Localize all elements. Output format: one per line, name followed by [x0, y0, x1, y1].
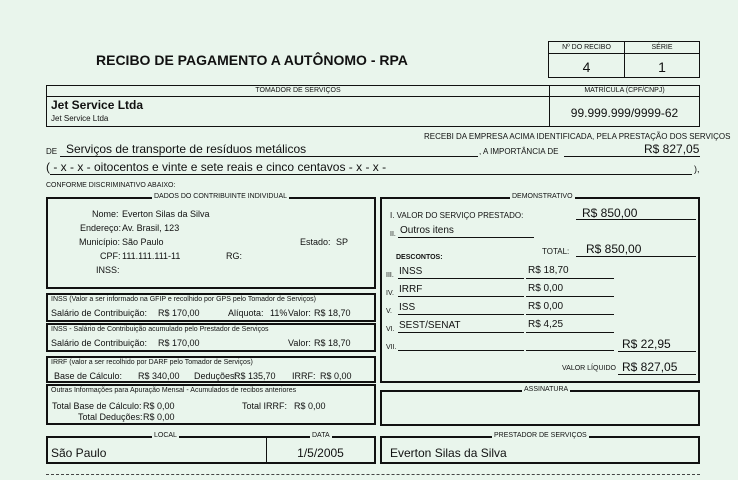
tomador-label: TOMADOR DE SERVIÇOS [255, 87, 341, 94]
receipt-no-value: 4 [582, 59, 591, 75]
irrf-base-label: Base de Cálculo: [54, 371, 123, 381]
total-irrf-value: R$ 0,00 [294, 401, 326, 411]
data-value: 1/5/2005 [297, 446, 344, 460]
irrf-block-title: IRRF (valor a ser recolhido por DARF pelo Tomador de Serviços) [51, 359, 253, 366]
inss-label: INSS: [96, 265, 120, 275]
inss-acc-valor-label: Valor: [288, 338, 311, 348]
closing-mark: ), [694, 164, 700, 174]
received-text: RECEBI DA EMPRESA ACIMA IDENTIFICADA, PELA PRESTAÇÃO DOS SERVIÇOS [424, 132, 731, 141]
total-label: TOTAL: [542, 247, 570, 256]
endereco-value: Av. Brasil, 123 [122, 223, 180, 233]
data-label: DATA [312, 432, 330, 439]
inss-sal-value: R$ 170,00 [158, 308, 200, 318]
contributor-legend: DADOS DO CONTRIBUINTE INDIVIDUAL [154, 193, 288, 200]
inss-block-title: INSS (Valor a ser informado na GFIP e recolhido por GPS pelo Tomador de Serviços) [51, 296, 316, 303]
total-ded-value: R$ 0,00 [143, 412, 175, 422]
discount-value: R$ 18,70 [528, 265, 569, 276]
inss-aliq-label: Alíquota: [228, 308, 264, 318]
series-label: SÉRIE [651, 44, 673, 51]
series-value: 1 [658, 59, 666, 75]
estado-value: SP [336, 237, 349, 247]
inss-acc-sal-label: Salário de Contribuição: [51, 338, 148, 348]
total-base-value: R$ 0,00 [143, 401, 175, 411]
discount-num: V. [386, 308, 392, 315]
tomador-subname: Jet Service Ltda [51, 114, 109, 123]
de-label: DE [46, 147, 58, 156]
inss-accumulated-block [46, 323, 376, 352]
item1-label: I. VALOR DO SERVIÇO PRESTADO: [390, 211, 524, 220]
municipio-label: Município: [79, 237, 121, 247]
amount-in-words: ( - x - x - oitocentos e vinte e sete reais e cinco centavos - x - x - [46, 160, 387, 174]
prestador-value: Everton Silas da Silva [390, 446, 507, 460]
inss-acc-title: INSS - Salário de Contribuição acumulado pelo Prestador de Serviços [51, 326, 269, 333]
discount-num: VI. [386, 326, 395, 333]
item1-value: R$ 850,00 [582, 206, 638, 220]
discount-label: INSS [399, 266, 423, 277]
estado-label: Estado: [300, 237, 331, 247]
municipio-value: São Paulo [122, 237, 164, 247]
demonstrativo-box [380, 193, 700, 383]
receipt-number-box [548, 41, 700, 78]
contributor-box [46, 193, 376, 289]
document-title: RECIBO DE PAGAMENTO A AUTÔNOMO - RPA [96, 52, 408, 68]
local-date-box [46, 432, 376, 464]
discount-total: R$ 22,95 [622, 337, 671, 351]
amount-value: R$ 827,05 [644, 142, 700, 156]
discount-label: ISS [399, 302, 416, 313]
irrf-base-value: R$ 340,00 [138, 371, 180, 381]
liquido-label: VALOR LÍQUIDO [562, 365, 616, 372]
inss-acc-valor-value: R$ 18,70 [314, 338, 351, 348]
demo-legend: DEMONSTRATIVO [512, 193, 573, 200]
irrf-ded-label: Deduções: [194, 371, 238, 381]
tomador-box [46, 85, 700, 127]
rg-label: RG: [226, 251, 243, 261]
total-irrf-label: Total IRRF: [242, 401, 288, 411]
total-base-label: Total Base de Cálculo: [52, 401, 142, 411]
discount-label: SEST/SENAT [399, 320, 461, 331]
irrf-ded-value: R$ 135,70 [234, 371, 276, 381]
matricula-label: MATRÍCULA (CPF/CNPJ) [584, 87, 665, 94]
matricula-value: 99.999.999/9999-62 [570, 106, 679, 120]
discount-num: VII. [386, 344, 397, 351]
discount-value: R$ 4,25 [528, 319, 564, 330]
nome-value: Everton Silas da Silva [122, 209, 210, 219]
nome-label: Nome: [92, 209, 119, 219]
irrf-block [46, 356, 376, 383]
irrf-label: IRRF: [292, 371, 316, 381]
inss-valor-value: R$ 18,70 [314, 308, 351, 318]
cut-line [46, 474, 700, 475]
inss-acc-sal-value: R$ 170,00 [158, 338, 200, 348]
inss-valor-label: Valor: [288, 308, 311, 318]
discount-value: R$ 0,00 [528, 283, 564, 294]
local-value: São Paulo [51, 446, 107, 460]
inss-sal-label: Salário de Contribuição: [51, 308, 148, 318]
signature-legend: ASSINATURA [524, 386, 569, 393]
total-ded-label: Total Deduções: [78, 412, 143, 422]
tomador-name: Jet Service Ltda [51, 98, 144, 112]
item2-label: Outros itens [400, 225, 454, 236]
service-description: Serviços de transporte de resíduos metálicos [66, 142, 307, 156]
prestador-box [380, 432, 700, 464]
local-label: LOCAL [154, 432, 177, 439]
other-info-block [46, 384, 376, 425]
prestador-label: PRESTADOR DE SERVIÇOS [494, 432, 587, 439]
item2-num: II. [390, 231, 396, 238]
cpf-value: 111.111.111-11 [122, 251, 181, 261]
discount-label: IRRF [399, 284, 423, 295]
receipt-no-label: Nº DO RECIBO [562, 44, 611, 51]
other-info-title: Outras Informações para Apuração Mensal - Acumulados de recibos anteriores [51, 387, 297, 394]
total-value: R$ 850,00 [586, 242, 642, 256]
inss-aliq-value: 11% [270, 308, 288, 318]
discount-num: IV. [386, 290, 394, 297]
discrim-label: CONFORME DISCRIMINATIVO ABAIXO: [46, 182, 176, 189]
liquido-value: R$ 827,05 [622, 360, 678, 374]
descontos-label: DESCONTOS: [396, 254, 443, 261]
importance-label: , A IMPORTÂNCIA DE [479, 147, 559, 156]
cpf-label: CPF: [100, 251, 121, 261]
irrf-value: R$ 0,00 [320, 371, 352, 381]
discount-num: III. [386, 272, 394, 279]
discount-value: R$ 0,00 [528, 301, 564, 312]
endereco-label: Endereço: [80, 223, 122, 233]
inss-block [46, 293, 376, 322]
signature-box [380, 386, 700, 426]
